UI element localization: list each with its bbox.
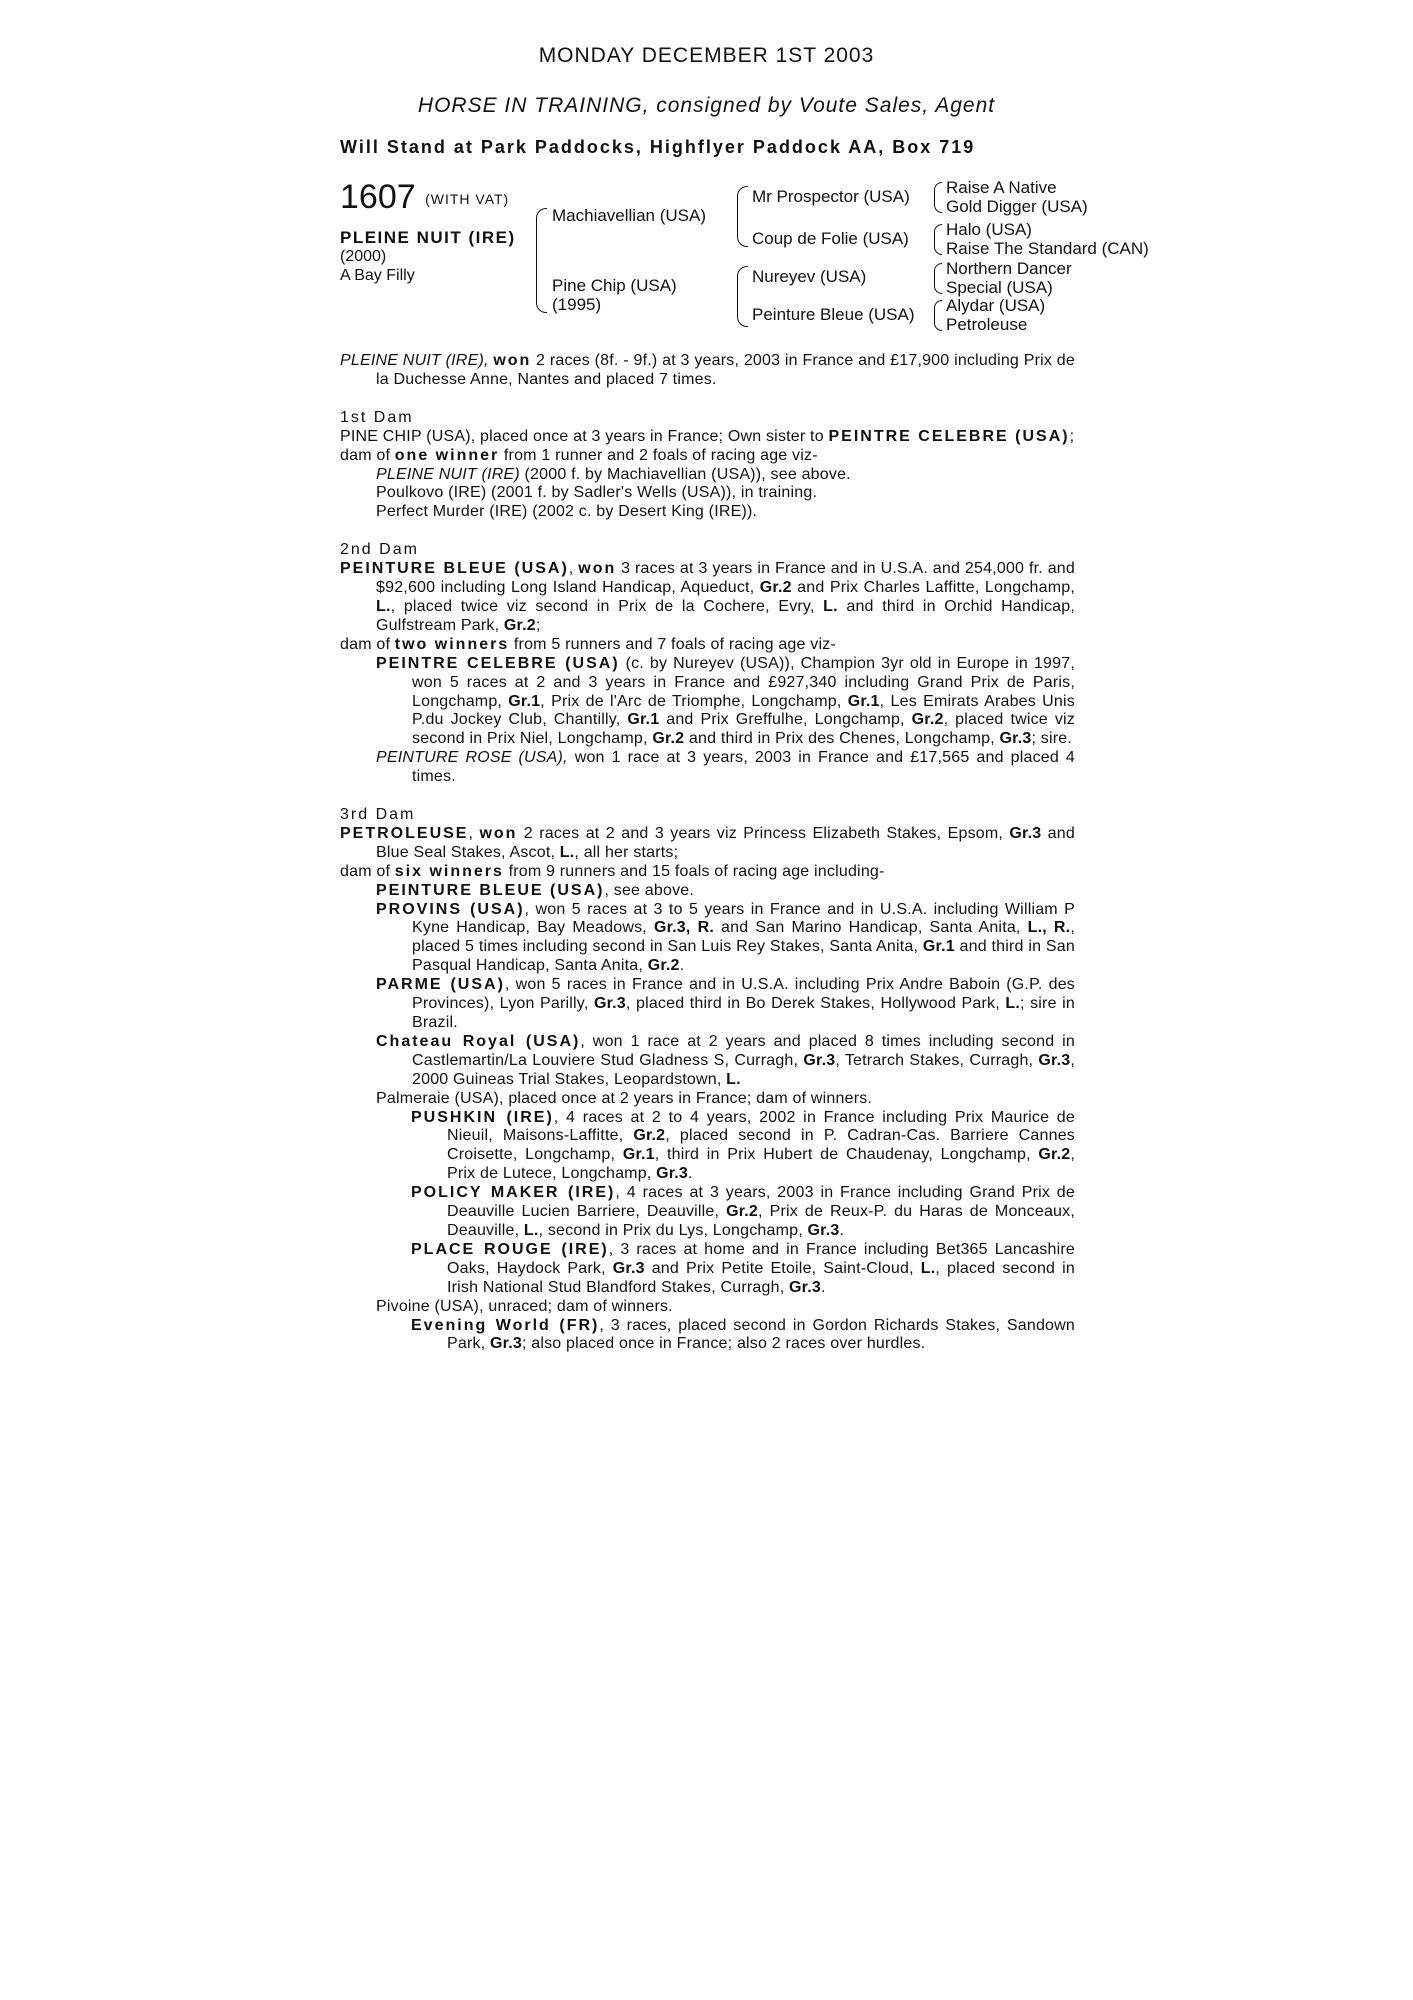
second-dam-paragraph: PEINTURE BLEUE (USA), won 3 races at 3 years in France and in U.S.A. and 254,000 fr. and $92,600 including Long Island Handicap, Aqueduct, Gr.2 and Prix Charles Laffitte, Longchamp, L., placed twice viz second in Prix de la Cochere, Evry, L. and third in Orchid Handicap, Gulfstream Park, Gr.2; [340, 560, 1076, 634]
third-dam-paragraph: PETROLEUSE, won 2 races at 2 and 3 years viz Princess Elizabeth Stakes, Epsom, Gr.3 and Blue Seal Stakes, Ascot, L., all her starts; [340, 824, 1075, 861]
sale-date: MONDAY DECEMBER 1ST 2003 [538, 44, 875, 67]
third-dam-granddaughter-foal: Evening World (FR), 3 races, placed second in Gordon Richards Stakes, Sandown Park, Gr.3; also placed once in France; also 2 races over hurdles. [411, 1316, 1075, 1353]
summary-paragraph: PLEINE NUIT (IRE), won 2 races (8f. - 9f.) at 3 years, 2003 in France and £17,900 including Prix de la Duchesse Anne, Nantes and placed 7 times. [340, 352, 1075, 388]
pedigree-dam-year: (1995) [552, 295, 602, 314]
brace [934, 239, 942, 255]
pedigree-sd-dam: Raise The Standard (CAN) [946, 239, 1149, 258]
first-dam-produce: dam of one winner from 1 runner and 2 foals of racing age viz- [340, 446, 818, 464]
third-dam-foal: Palmeraie (USA), placed once at 2 years in France; dam of winners. [376, 1089, 873, 1107]
pedigree-ds-dam: Special (USA) [946, 278, 1053, 297]
pedigree-dam: Pine Chip (USA) [552, 276, 677, 295]
lot-number [340, 180, 509, 216]
third-dam-foal: PEINTURE BLEUE (USA), see above. [376, 881, 695, 899]
brace [934, 300, 942, 316]
brace [536, 208, 547, 261]
lot-number-value: 1607 [340, 178, 416, 216]
third-dam-foal: Pivoine (USA), unraced; dam of winners. [376, 1297, 673, 1315]
first-dam-foal: PLEINE NUIT (IRE) (2000 f. by Machiavellian (USA)), see above. [376, 465, 851, 483]
brace [536, 260, 547, 313]
brace [737, 266, 748, 297]
third-dam-granddaughter-foal: POLICY MAKER (IRE), 4 races at 3 years, 2003 in France including Grand Prix de Deauville Lucien Barriere, Deauville, Gr.2, Prix de Reux-P. du Haras de Monceaux, Deauville, L., second in Prix du Lys, Longchamp, Gr.3. [411, 1184, 1075, 1239]
vat-label: (WITH VAT) [425, 191, 510, 208]
brace [934, 263, 942, 279]
first-dam-heading: 1st Dam [340, 408, 414, 426]
pedigree-sire: Machiavellian (USA) [552, 206, 706, 225]
horse-name: PLEINE NUIT (IRE) [340, 228, 516, 247]
second-dam-foal: PEINTRE CELEBRE (USA) (c. by Nureyev (USA)), Champion 3yr old in Europe in 1997, won 5 races at 2 and 3 years in France and £927,340 including Grand Prix de Paris, Longchamp, Gr.1, Prix de l'Arc de Triomphe, Longchamp, Gr.1, Les Emirats Arabes Unis P.du Jockey Club, Chantilly, Gr.1 and Prix Greffulhe, Longchamp, Gr.2, placed twice viz second in Prix Niel, Longchamp, Gr.2 and third in Prix des Chenes, Longchamp, Gr.3; sire. [376, 654, 1075, 748]
first-dam-foal: Perfect Murder (IRE) (2002 c. by Desert King (IRE)). [376, 503, 758, 521]
third-dam-granddaughter-foal: PLACE ROUGE (IRE), 3 races at home and in France including Bet365 Lancashire Oaks, Haydock Park, Gr.3 and Prix Petite Etoile, Saint-Cloud, L., placed second in Irish National Stud Blandford Stakes, Curragh, Gr.3. [411, 1240, 1075, 1296]
location-line: Will Stand at Park Paddocks, Highflyer Paddock AA, Box 719 [340, 137, 976, 157]
brace [934, 182, 942, 198]
brace [737, 216, 748, 247]
second-dam-foal: PEINTURE ROSE (USA), won 1 race at 3 years, 2003 in France and £17,565 and placed 4 times. [376, 749, 1076, 786]
third-dam-produce: dam of six winners from 9 runners and 15 foals of racing age including- [340, 862, 885, 880]
brace [934, 278, 942, 294]
catalogue-body [340, 352, 1075, 1354]
third-dam-foal: Chateau Royal (USA), won 1 race at 2 years and placed 8 times including second in Castlemartin/La Louviere Stud Gladness S, Curragh, Gr.3, Tetrarch Stakes, Curragh, Gr.3, 2000 Guineas Trial Stakes, Leopardstown, L. [376, 1032, 1075, 1088]
second-dam-produce: dam of two winners from 5 runners and 7 foals of racing age viz- [340, 635, 836, 653]
third-dam-foal: PARME (USA), won 5 races in France and in U.S.A. including Prix Andre Baboin (G.P. des Provinces), Lyon Parilly, Gr.3, placed third in Bo Derek Stakes, Hollywood Park, L.; sire in Brazil. [376, 976, 1075, 1031]
pedigree-dam-dam: Peinture Bleue (USA) [752, 305, 915, 324]
consignment-line: HORSE IN TRAINING, consigned by Voute Sales, Agent [417, 94, 996, 117]
third-dam-foal: PROVINS (USA), won 5 races at 3 to 5 years in France and in U.S.A. including William P Kyne Handicap, Bay Meadows, Gr.3, R. and San Marino Handicap, Santa Anita, L., R., placed 5 times including second in San Luis Rey Stakes, Santa Anita, Gr.1 and third in San Pasqual Handicap, Santa Anita, Gr.2. [376, 900, 1075, 975]
brace [737, 296, 748, 327]
third-dam-heading: 3rd Dam [340, 806, 416, 824]
pedigree-ss-dam: Gold Digger (USA) [946, 197, 1088, 216]
brace [737, 186, 748, 217]
pedigree-ss-sire: Raise A Native [946, 178, 1057, 197]
pedigree-dam-sire: Nureyev (USA) [752, 267, 867, 286]
first-dam-foal: Poulkovo (IRE) (2001 f. by Sadler's Wells (USA)), in training. [376, 484, 818, 502]
first-dam-paragraph: PINE CHIP (USA), placed once at 3 years in France; Own sister to PEINTRE CELEBRE (USA); [340, 427, 1075, 445]
horse-year: (2000) [340, 248, 387, 265]
third-dam-granddaughter-foal: PUSHKIN (IRE), 4 races at 2 to 4 years, 2002 in France including Prix Maurice de Nieuil, Maisons-Laffitte, Gr.2, placed second in P. Cadran-Cas. Barriere Cannes Croisette, Longchamp, Gr.1, third in Prix Hubert de Chaudenay, Longchamp, Gr.2, Prix de Lutece, Longchamp, Gr.3. [411, 1108, 1076, 1183]
pedigree-sd-sire: Halo (USA) [946, 220, 1032, 239]
pedigree-dd-dam: Petroleuse [946, 315, 1028, 334]
second-dam-heading: 2nd Dam [340, 541, 419, 559]
pedigree-dd-sire: Alydar (USA) [946, 296, 1046, 315]
horse-description: A Bay Filly [340, 267, 415, 284]
pedigree-sire-sire: Mr Prospector (USA) [752, 187, 910, 206]
brace [934, 315, 942, 331]
pedigree-sire-dam: Coup de Folie (USA) [752, 229, 909, 248]
brace [934, 224, 942, 240]
pedigree-ds-sire: Northern Dancer [946, 259, 1072, 278]
brace [934, 197, 942, 213]
